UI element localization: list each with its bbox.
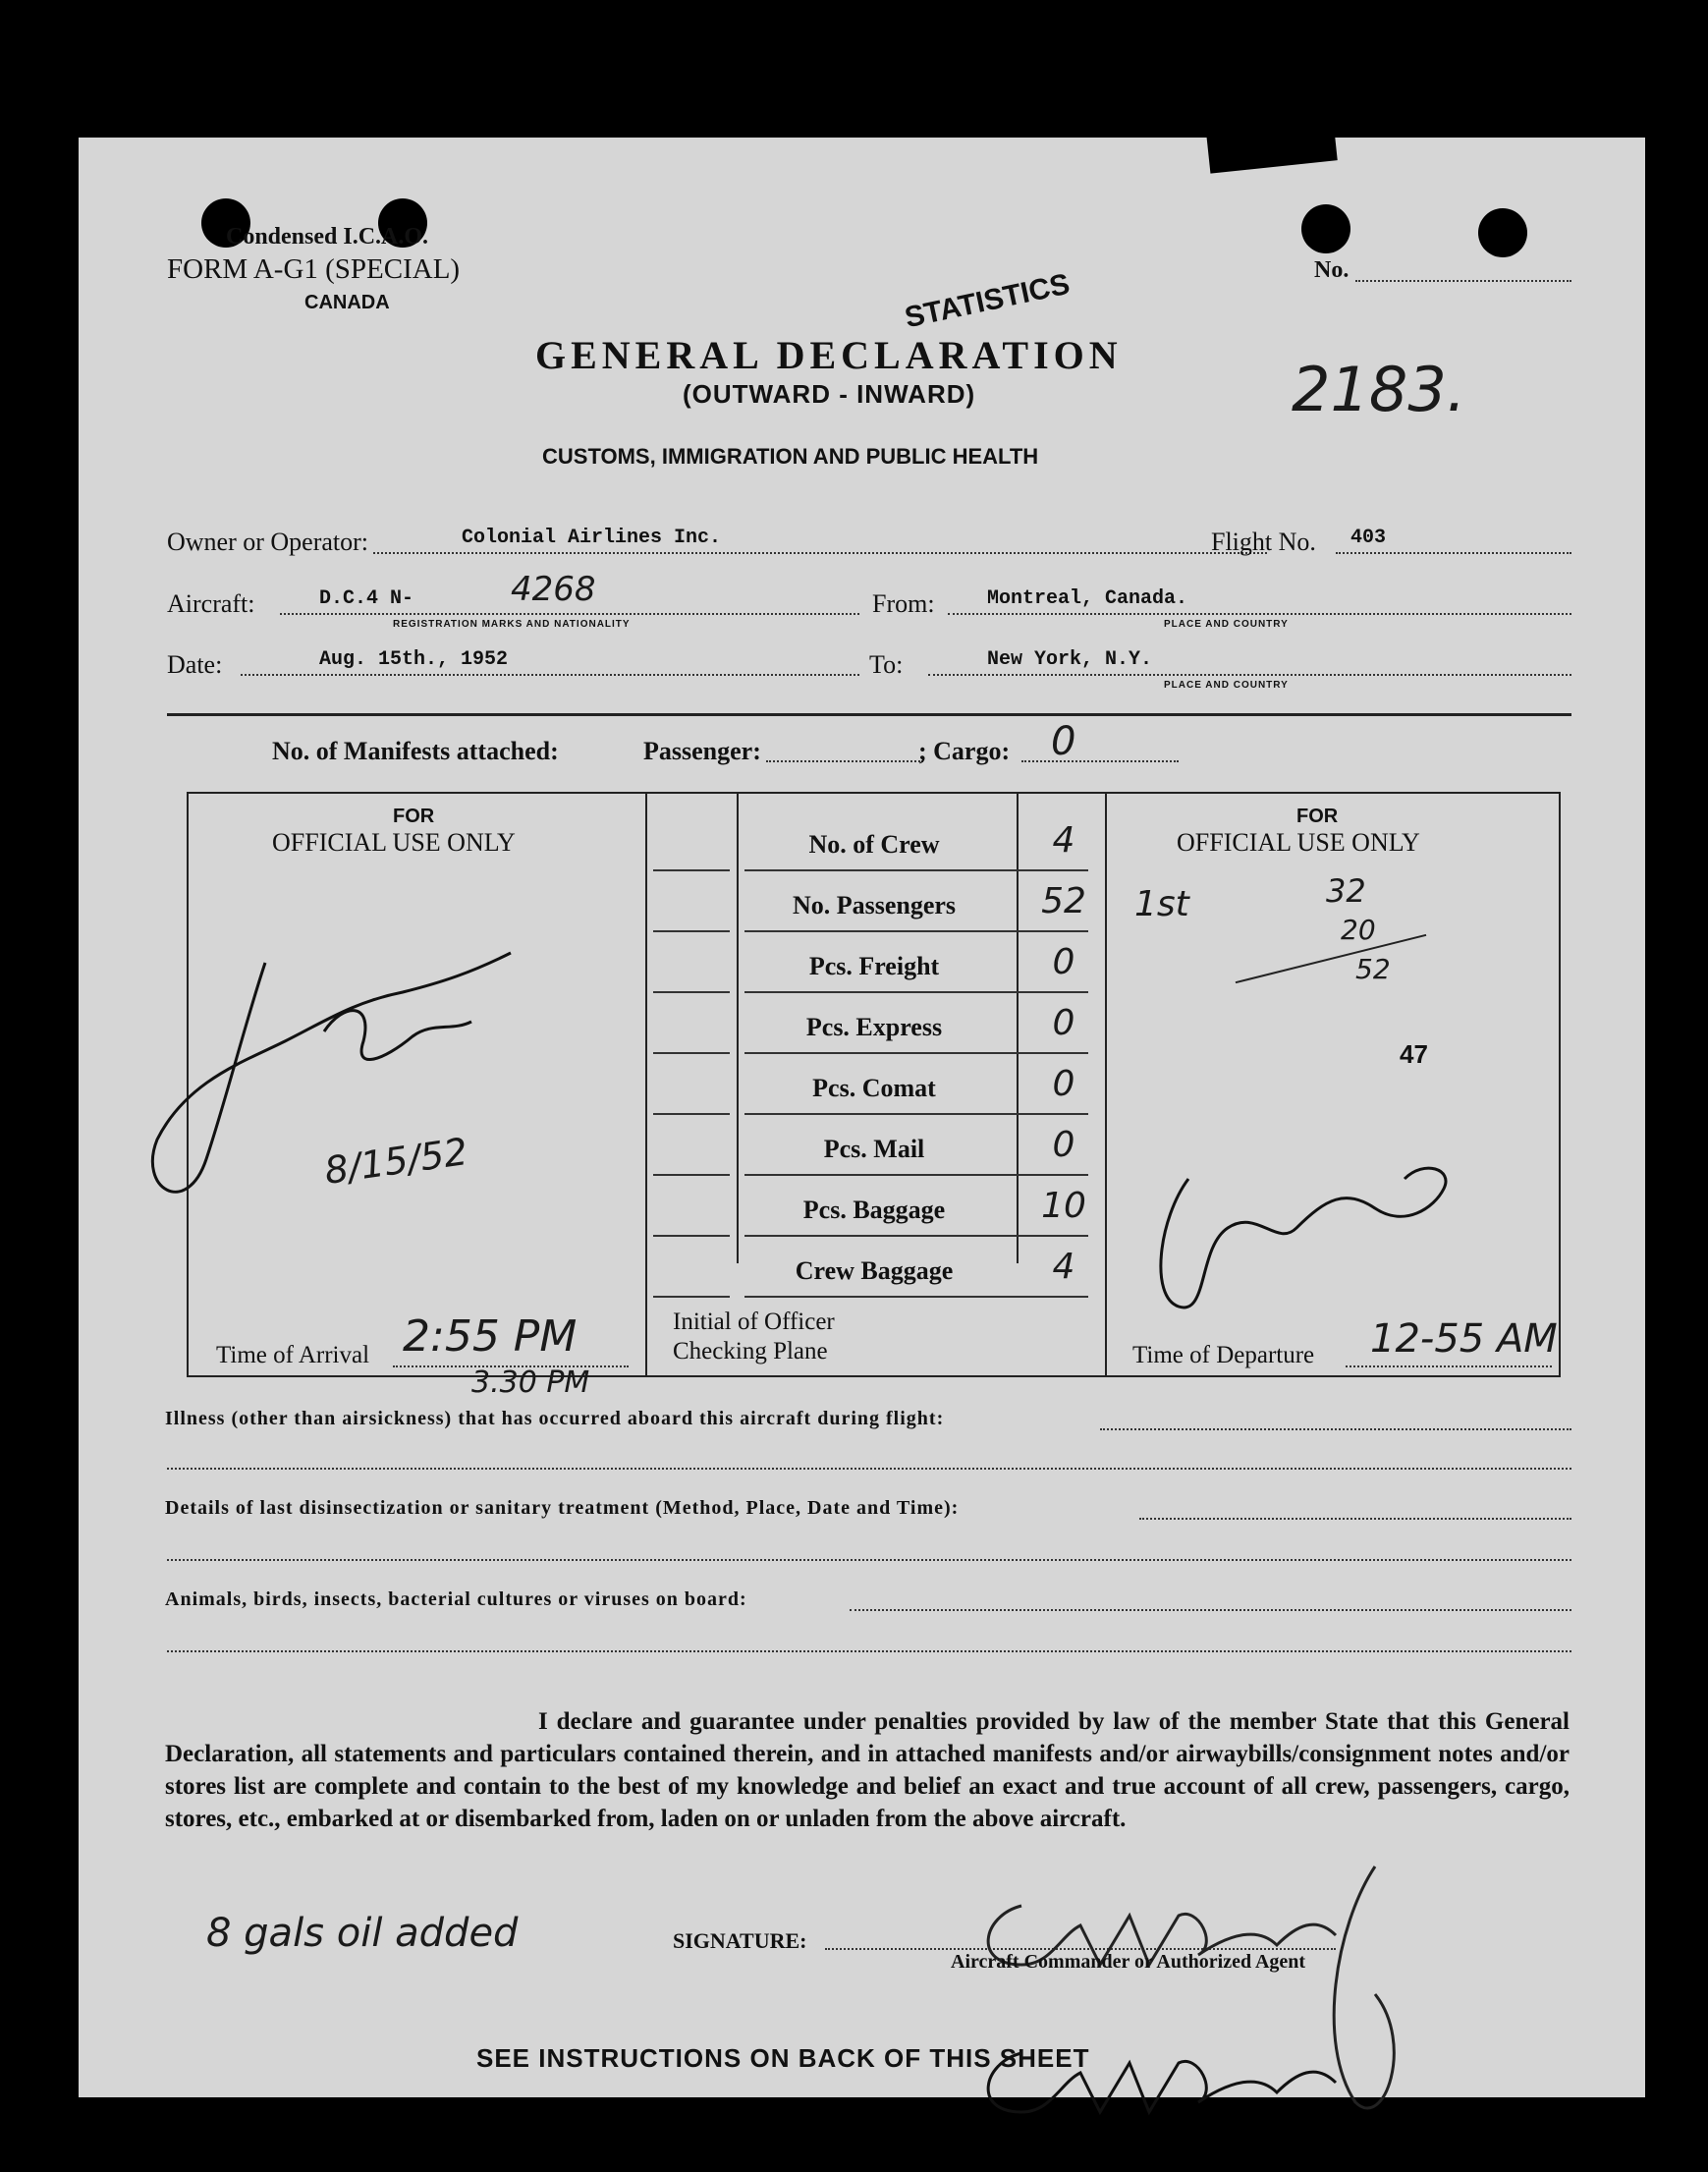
table-divider — [737, 792, 739, 1263]
to-field-line — [928, 674, 1571, 676]
row-rule — [744, 991, 1088, 993]
row-value[interactable]: 0 — [1052, 1064, 1075, 1104]
right-note: 52 — [1355, 953, 1391, 985]
page-subtitle: (OUTWARD - INWARD) — [683, 379, 976, 409]
row-label: Pcs. Comat — [812, 1074, 936, 1102]
from-value[interactable]: Montreal, Canada. — [987, 587, 1188, 610]
form-country: CANADA — [304, 292, 390, 313]
checking-label: Checking Plane — [673, 1338, 828, 1364]
flight-value[interactable]: 403 — [1350, 527, 1387, 549]
to-value[interactable]: New York, N.Y. — [987, 648, 1153, 671]
initial-rule — [653, 1296, 730, 1298]
row-rule — [744, 1113, 1088, 1115]
illness-field-line[interactable] — [1100, 1428, 1571, 1430]
table-divider — [645, 792, 647, 1375]
aircraft-hand-number: 4268 — [511, 570, 596, 609]
row-label: Pcs. Mail — [823, 1135, 925, 1163]
aircraft-field-line — [280, 613, 859, 615]
row-value[interactable]: 0 — [1052, 942, 1075, 982]
row-rule — [744, 930, 1088, 932]
initial-rule — [653, 1235, 730, 1237]
arrival-label: Time of Arrival — [216, 1342, 370, 1368]
row-value[interactable]: 4 — [1052, 1247, 1075, 1287]
illness-field-line-2[interactable] — [167, 1468, 1571, 1470]
date-label: Date: — [167, 650, 223, 679]
arrival-hand-second: 3.30 PM — [471, 1365, 590, 1400]
row-value[interactable]: 0 — [1052, 1125, 1075, 1165]
passenger-label: Passenger: — [643, 737, 761, 765]
row-value[interactable]: 0 — [1052, 1003, 1075, 1043]
no-field — [1355, 280, 1571, 282]
row-value[interactable]: 10 — [1041, 1186, 1086, 1226]
declaration-text: I declare and guarantee under penalties provided by law of the member State that this General Declaration, all statements and particulars contained therein, and in attached manifests and/or airwaybills/consignment notes and/or stores list are complete and contain to the best of my knowledge and belief an exact and true account of all crew, passengers, cargo, stores, etc., embarked at or disembarked from, laden on or unladen from the above aircraft. — [165, 1708, 1570, 1832]
row-label: No. Passengers — [792, 891, 957, 919]
initial-rule — [653, 930, 730, 932]
form-sheet — [79, 138, 1645, 2097]
left-official-label: OFFICIAL USE ONLY — [272, 828, 516, 857]
initial-rule — [653, 991, 730, 993]
signature-label: SIGNATURE: — [673, 1928, 807, 1953]
initial-label: Initial of Officer — [673, 1309, 835, 1335]
passenger-manifest-field[interactable] — [766, 760, 923, 762]
handwritten-oil-note: 8 gals oil added — [206, 1911, 519, 1956]
animals-field-line-2[interactable] — [167, 1650, 1571, 1652]
to-caption: PLACE AND COUNTRY — [1164, 680, 1289, 691]
officer-signature-left — [118, 943, 589, 1257]
right-note: 47 — [1400, 1039, 1428, 1069]
row-rule — [744, 1174, 1088, 1176]
page-title: GENERAL DECLARATION — [535, 333, 1123, 377]
aircraft-value[interactable]: D.C.4 N- — [319, 587, 414, 610]
punch-hole — [1478, 208, 1527, 257]
disinsect-label: Details of last disinsectization or sanitary treatment (Method, Place, Date and Time): — [165, 1497, 960, 1519]
departure-hand: 12-55 AM — [1370, 1316, 1558, 1362]
right-official-label: OFFICIAL USE ONLY — [1177, 828, 1420, 857]
illness-label: Illness (other than airsickness) that has occurred aboard this aircraft during flight: — [165, 1408, 945, 1429]
flight-field-line — [1336, 552, 1571, 554]
from-caption: PLACE AND COUNTRY — [1164, 619, 1289, 630]
date-value[interactable]: Aug. 15th., 1952 — [319, 648, 509, 671]
right-note: 20 — [1341, 914, 1376, 946]
row-label: No. of Crew — [808, 830, 940, 859]
row-label: Pcs. Express — [805, 1013, 943, 1041]
row-label: Pcs. Freight — [808, 952, 940, 980]
to-label: To: — [869, 650, 904, 679]
row-value[interactable]: 4 — [1052, 820, 1075, 861]
right-note: 32 — [1326, 872, 1366, 910]
torn-corner — [1206, 121, 1337, 173]
departure-field-line — [1346, 1365, 1552, 1367]
arrival-hand: 2:55 PM — [403, 1311, 578, 1362]
initial-rule — [653, 1052, 730, 1054]
page-subhead: CUSTOMS, IMMIGRATION AND PUBLIC HEALTH — [542, 444, 1039, 469]
owner-field-line — [373, 552, 1267, 554]
instructions-footer: SEE INSTRUCTIONS ON BACK OF THIS SHEET — [476, 2043, 1090, 2073]
row-rule — [744, 1296, 1088, 1298]
manifests-label: No. of Manifests attached: — [272, 737, 559, 765]
from-field-line — [948, 613, 1571, 615]
aircraft-label: Aircraft: — [167, 589, 255, 618]
officer-signature-right — [1139, 1140, 1463, 1336]
departure-label: Time of Departure — [1132, 1342, 1315, 1368]
disinsect-field-line-2[interactable] — [167, 1559, 1571, 1561]
form-number-label: FORM A-G1 (SPECIAL) — [167, 253, 461, 285]
table-divider — [1017, 792, 1019, 1263]
commander-signature — [963, 1847, 1434, 2171]
cargo-manifest-field[interactable] — [1021, 760, 1179, 762]
row-rule — [744, 1052, 1088, 1054]
flight-label: Flight No. — [1211, 528, 1316, 556]
animals-label: Animals, birds, insects, bacterial cultures or viruses on board: — [165, 1588, 747, 1610]
from-label: From: — [872, 589, 935, 618]
form-condensed: Condensed I.C.A.O. — [226, 224, 429, 250]
row-value[interactable]: 52 — [1041, 881, 1086, 921]
header-divider — [167, 713, 1571, 716]
initial-rule — [653, 869, 730, 871]
owner-label: Owner or Operator: — [167, 528, 369, 556]
initial-rule — [653, 1113, 730, 1115]
signature-caption: Aircraft Commander or Authorized Agent — [951, 1951, 1306, 1973]
statistics-stamp: STATISTICS — [902, 267, 1074, 335]
punch-hole — [1301, 204, 1350, 253]
initial-rule — [653, 1174, 730, 1176]
row-rule — [744, 869, 1088, 871]
animals-field-line[interactable] — [850, 1609, 1571, 1611]
right-note: 1st — [1134, 884, 1189, 924]
no-label: No. — [1314, 257, 1350, 283]
right-for-label: FOR — [1296, 806, 1339, 827]
row-label: Crew Baggage — [795, 1256, 954, 1285]
document-number-hand: 2183. — [1292, 354, 1466, 425]
row-rule — [744, 1235, 1088, 1237]
date-field-line — [241, 674, 859, 676]
left-for-label: FOR — [393, 806, 435, 827]
cargo-label: ; Cargo: — [918, 737, 1011, 765]
officer-note-left: 8/15/52 — [321, 1130, 470, 1193]
row-label: Pcs. Baggage — [802, 1196, 946, 1224]
disinsect-field-line[interactable] — [1139, 1518, 1571, 1520]
cargo-hand-value: 0 — [1051, 719, 1076, 764]
owner-value[interactable]: Colonial Airlines Inc. — [462, 527, 722, 549]
aircraft-caption: REGISTRATION MARKS AND NATIONALITY — [393, 619, 631, 630]
